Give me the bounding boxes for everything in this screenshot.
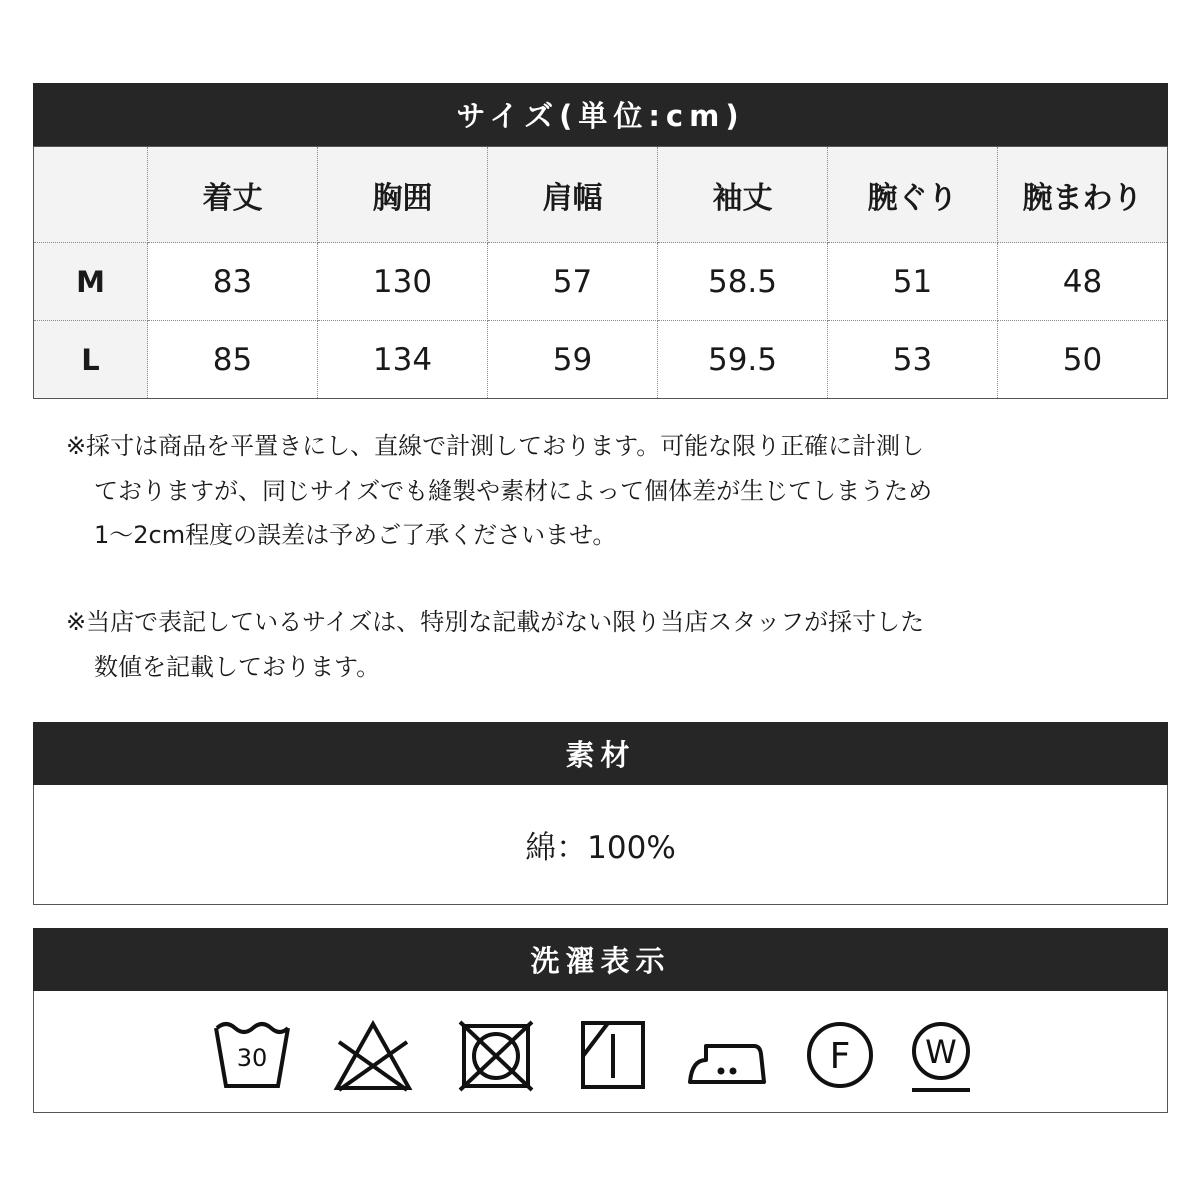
row-size-label: M [34, 243, 148, 321]
no-tumble-dry-icon [458, 1020, 534, 1092]
row-size-label: L [34, 321, 148, 399]
care-section-title [33, 928, 1168, 991]
table-corner-cell [34, 147, 148, 243]
table-cell: 50 [998, 321, 1168, 399]
column-header: 肩幅 [488, 147, 658, 243]
column-header: 腕まわり [998, 147, 1168, 243]
size-notation-note [66, 600, 1146, 689]
size-title-text: サイズ(単位:cm) [456, 99, 745, 133]
wet-clean-letter: W [925, 1033, 957, 1071]
wet-clean-w-icon [908, 1020, 974, 1096]
table-cell: 83 [148, 243, 318, 321]
note-line: 1〜2cm程度の誤差は予めご了承くださいませ。 [94, 521, 617, 549]
dry-clean-letter: F [829, 1036, 851, 1077]
note-line: ※採寸は商品を平置きにし、直線で計測しております。可能な限り正確に計測し [66, 432, 925, 460]
table-cell: 59.5 [658, 321, 828, 399]
column-header: 着丈 [148, 147, 318, 243]
table-header-row [34, 147, 1168, 243]
note-line: 数値を記載しております。 [94, 652, 381, 681]
table-row [34, 321, 1168, 399]
table-row [34, 243, 1168, 321]
wash-30-icon [212, 1020, 292, 1090]
line-dry-shade-icon [580, 1020, 646, 1090]
table-cell: 59 [488, 321, 658, 399]
table-cell: 53 [828, 321, 998, 399]
table-cell: 51 [828, 243, 998, 321]
column-header: 腕ぐり [828, 147, 998, 243]
table-cell: 48 [998, 243, 1168, 321]
size-table [33, 146, 1168, 399]
material-box [33, 785, 1168, 905]
note-line: ておりますが、同じサイズでも縫製や素材によって個体差が生じてしまうため [94, 476, 933, 505]
column-header: 胸囲 [318, 147, 488, 243]
table-cell: 134 [318, 321, 488, 399]
table-cell: 58.5 [658, 243, 828, 321]
table-cell: 130 [318, 243, 488, 321]
size-section-title [33, 83, 1168, 146]
wash-temperature-label: 30 [236, 1044, 268, 1072]
care-title-text: 洗濯表示 [530, 944, 671, 978]
measurement-note [66, 424, 1146, 558]
column-header: 袖丈 [658, 147, 828, 243]
note-line: ※当店で表記しているサイズは、特別な記載がない限り当店スタッフが採寸した [66, 608, 925, 636]
dry-clean-f-icon [805, 1020, 875, 1090]
no-bleach-icon [333, 1020, 413, 1092]
table-cell: 85 [148, 321, 318, 399]
iron-low-icon [686, 1020, 768, 1090]
material-title-text: 素材 [565, 738, 636, 772]
material-section-title [33, 722, 1168, 785]
table-cell: 57 [488, 243, 658, 321]
material-value: 綿：100% [525, 830, 676, 866]
